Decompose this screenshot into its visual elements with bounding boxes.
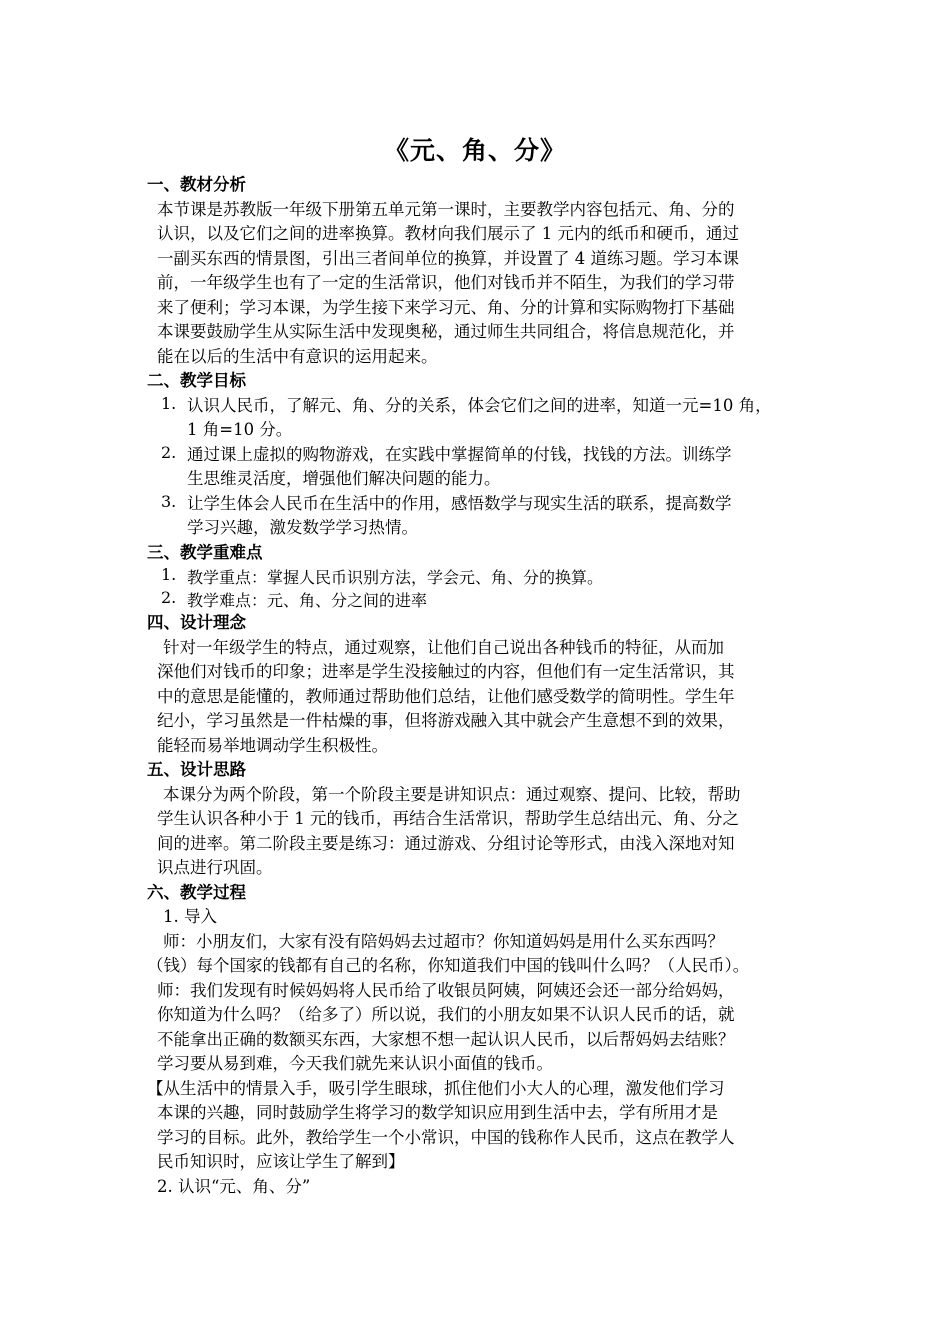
list-number: 3. (161, 491, 177, 511)
list-text (187, 492, 817, 541)
list-text: 教学重点：掌握人民币识别方法，学会元、角、分的换算。 (187, 568, 604, 587)
list-text (187, 394, 817, 443)
step-heading: 1. 导入 (163, 907, 217, 926)
list-text-line: 1 角=10 分。 (187, 420, 293, 439)
section-heading-6: 六、教学过程 (147, 882, 246, 902)
list-item (147, 588, 817, 611)
list-text: 教学难点：元、角、分之间的进率 (187, 591, 428, 610)
paragraph-line: 来了便利；学习本课，为学生接下来学习元、角、分的计算和实际购物打下基础 (157, 297, 735, 317)
paragraph-line: 前，一年级学生也有了一定的生活常识，他们对钱币并不陌生，为我们的学习带 (157, 273, 735, 292)
paragraph-line: 深他们对钱币的印象；进率是学生没接触过的内容，但他们有一定生活常识，其 (157, 662, 735, 681)
paragraph-line: 中的意思是能懂的，教师通过帮助他们总结，让他们感受数学的简明性。学生年 (157, 686, 735, 706)
document-title: 《元、角、分》 (383, 136, 566, 165)
paragraph-line: 不能拿出正确的数额买东西，大家想不想一起认识人民币，以后帮妈妈去结账？ (157, 1029, 735, 1049)
list-text (187, 443, 817, 492)
list-text-line: 认识人民币，了解元、角、分的关系，体会它们之间的进率，知道一元=10 角， (187, 395, 772, 415)
list-text-line: 通过课上虚拟的购物游戏，在实践中掌握简单的付钱，找钱的方法。训练学 (187, 444, 732, 464)
note-line: 【从生活中的情景入手，吸引学生眼球，抓住他们小大人的心理，激发他们学习 (147, 1078, 725, 1098)
section-heading-2: 二、教学目标 (147, 371, 246, 390)
note-line: 民币知识时，应该让学生了解到】 (157, 1152, 405, 1171)
list-item (147, 394, 817, 443)
paragraph-line: 本课要鼓励学生从实际生活中发现奥秘，通过师生共同组合，将信息规范化，并 (157, 322, 735, 341)
section-heading-1: 一、教材分析 (147, 175, 246, 194)
section-heading-5: 五、设计思路 (147, 760, 246, 779)
list-item (147, 492, 817, 541)
paragraph-line: 师：小朋友们，大家有没有陪妈妈去过超市？你知道妈妈是用什么买东西吗？ (163, 931, 724, 951)
document-body (147, 173, 817, 1199)
paragraph-line: 师：我们发现有时候妈妈将人民币给了收银员阿姨，阿姨还会还一部分给妈妈， (157, 980, 735, 1000)
paragraph-line: 能轻而易举地调动学生积极性。 (157, 735, 388, 755)
list-item (147, 443, 817, 492)
paragraph-line: 能在以后的生活中有意识的运用起来。 (157, 346, 438, 366)
paragraph-line: 识点进行巩固。 (157, 858, 273, 877)
paragraph-line: 认识，以及它们之间的进率换算。教材向我们展示了 1 元内的纸币和硬币，通过 (157, 224, 739, 243)
list-number: 1. (161, 393, 177, 413)
paragraph-line: 学习要从易到难，今天我们就先来认识小面值的钱币。 (157, 1054, 553, 1073)
paragraph-line: 针对一年级学生的特点，通过观察，让他们自己说出各种钱币的特征，从而加 (163, 637, 724, 657)
paragraph-line: 间的进率。第二阶段主要是练习：通过游戏、分组讨论等形式，由浅入深地对知 (157, 833, 735, 853)
note-line: 学习的目标。此外，教给学生一个小常识，中国的钱称作人民币，这点在教学人 (157, 1127, 735, 1147)
list-text-line: 生思维灵活度，增强他们解决问题的能力。 (187, 469, 501, 488)
list-text-line: 学习兴趣，激发数学学习热情。 (187, 518, 418, 537)
section-heading-4: 四、设计理念 (147, 613, 246, 632)
paragraph-line: 学生认识各种小于 1 元的钱币，再结合生活常识，帮助学生总结出元、角、分之 (157, 809, 739, 828)
list-item (147, 565, 817, 588)
list-number: 2. (161, 588, 177, 607)
list-text-line: 让学生体会人民币在生活中的作用，感悟数学与现实生活的联系，提高数学 (187, 493, 732, 513)
paragraph-line: 纪小，学习虽然是一件枯燥的事，但将游戏融入其中就会产生意想不到的效果， (157, 711, 735, 730)
section-heading-3: 三、教学重难点 (147, 542, 263, 562)
paragraph-line: 你知道为什么吗？（给多了）所以说，我们的小朋友如果不认识人民币的话，就 (157, 1005, 735, 1024)
list-number: 2. (161, 442, 177, 462)
list-number: 1. (161, 565, 177, 584)
step-heading: 2. 认识“元、角、分” (157, 1176, 311, 1196)
paragraph-line: 本课分为两个阶段，第一个阶段主要是讲知识点：通过观察、提问、比较，帮助 (163, 784, 741, 804)
paragraph-line: 本节课是苏教版一年级下册第五单元第一课时，主要教学内容包括元、角、分的 (157, 199, 735, 219)
paragraph-line: （钱）每个国家的钱都有自己的名称，你知道我们中国的钱叫什么吗？（人民币）。 (147, 956, 750, 975)
note-line: 本课的兴趣，同时鼓励学生将学习的数学知识应用到生活中去，学有所用才是 (157, 1103, 718, 1122)
paragraph-line: 一副买东西的情景图，引出三者间单位的换算，并设置了 4 道练习题。学习本课 (157, 248, 739, 268)
